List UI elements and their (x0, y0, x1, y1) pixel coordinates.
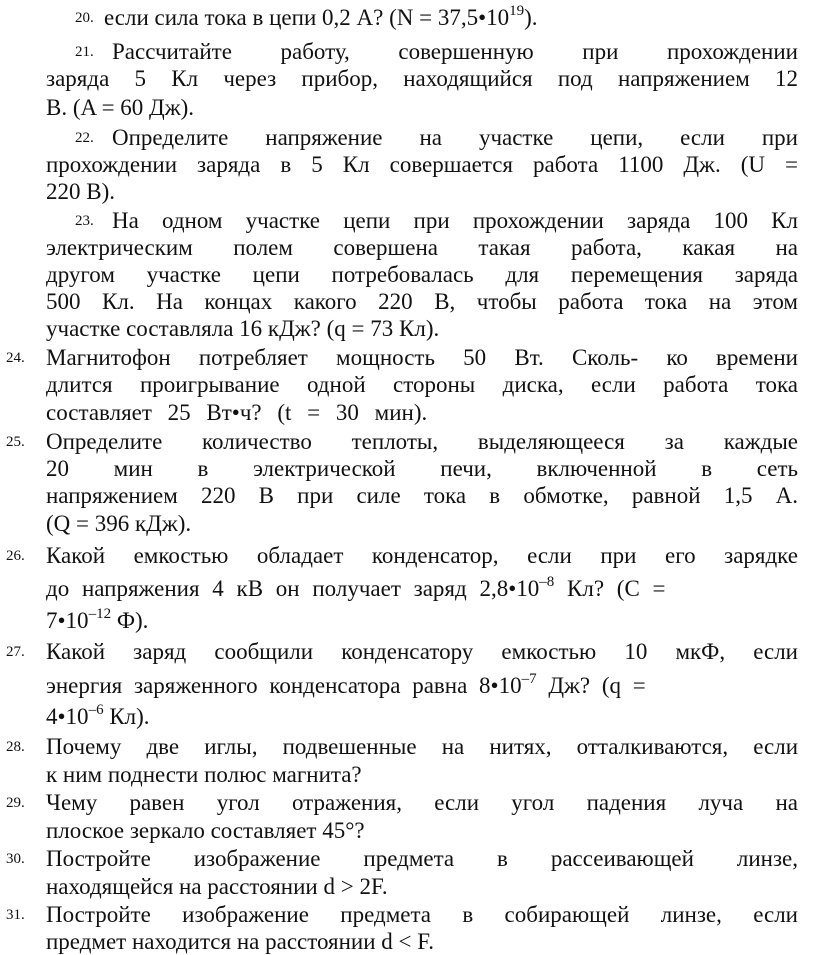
problem-text-line: Рассчитайте работу, совершенную при прохождении (112, 39, 798, 64)
text-run: Кл). (103, 704, 150, 729)
problem-text-line: Какой заряд сообщили конденсатору емкостью 10 мкФ, если (46, 639, 798, 664)
problem-number: 27. (6, 644, 25, 660)
superscript: –6 (88, 702, 104, 718)
problem-text-line: электрическим полем совершена такая работа, какая на (46, 235, 798, 260)
problem-number: 23. (75, 213, 94, 229)
problem-text-line: 220 В). (46, 179, 115, 204)
problem-number: 24. (6, 350, 25, 366)
problem-text-line: Почему две иглы, подвешенные на нитях, отталкиваются, если (46, 734, 798, 759)
superscript: –12 (88, 606, 112, 622)
problem-number: 25. (6, 434, 25, 450)
superscript: 19 (509, 3, 525, 19)
problem-text-line: предмет находится на расстоянии d < F. (46, 929, 434, 954)
superscript: –8 (539, 574, 555, 590)
problem-text-line: другом участке цепи потребовалась для перемещения заряда (46, 262, 798, 287)
text-run: ). (524, 5, 538, 30)
problem-text-line: длится проигрывание одной стороны диска, если работа тока (46, 372, 798, 397)
problem-number: 20. (75, 10, 94, 26)
problem-text-line (46, 606, 798, 633)
problem-text-line: Постройте изображение предмета в рассеивающей линзе, (46, 846, 798, 871)
problem-text-line: Магнитофон потребляет мощность 50 Вт. Сколь- ко времени (46, 345, 798, 370)
problem-text-line (46, 574, 798, 601)
problem-text-line: участке составляла 16 кДж? (q = 73 Кл). (46, 316, 440, 341)
text-run: если сила тока в цепи 0,2 А? (N = 37,5•10 (104, 5, 510, 30)
superscript: –7 (521, 671, 537, 687)
problem-text-line: к ним поднести полюс магнита? (46, 762, 362, 787)
problem-text-line: На одном участке цепи при прохождении заряда 100 Кл (112, 208, 798, 233)
problem-text-line: Чему равен угол отражения, если угол падения луча на (46, 790, 798, 815)
problem-text-line: 500 Кл. На концах какого 220 В, чтобы работа тока на этом (46, 289, 798, 314)
problem-number: 29. (6, 795, 25, 811)
problem-text-line: Определите количество теплоты, выделяющееся за каждые (46, 429, 798, 454)
problem-number: 22. (75, 130, 94, 146)
problem-text-line: 20 мин в электрической печи, включенной в сеть (46, 456, 798, 481)
problem-text-line: В. (A = 60 Дж). (46, 95, 195, 120)
problem-text-line: плоское зеркало составляет 45°? (46, 818, 365, 843)
text-run: 7•10 (46, 608, 89, 633)
text-run: Ф). (111, 608, 149, 633)
problem-text-line: Какой емкостью обладает конденсатор, если при его зарядке (46, 543, 798, 568)
problem-number: 28. (6, 739, 25, 755)
text-run: Дж? (q = (536, 673, 646, 698)
problem-number: 30. (6, 851, 25, 867)
problem-number: 26. (6, 548, 25, 564)
problem-text-line: заряда 5 Кл через прибор, находящийся под напряжением 12 (46, 66, 798, 91)
problem-text-line (46, 671, 798, 698)
problem-text-line (104, 3, 816, 30)
text-run: энергия заряженного конденсатора равна 8•10 (46, 673, 522, 698)
problem-number: 31. (6, 907, 25, 923)
problem-text-line: составляет 25 Вт•ч? (t = 30 мин). (46, 400, 428, 425)
text-run: 4•10 (46, 704, 89, 729)
problem-text-line: (Q = 396 кДж). (46, 511, 192, 536)
problem-text-line: прохождении заряда в 5 Кл совершается работа 1100 Дж. (U = (46, 152, 798, 177)
problem-number: 21. (75, 44, 94, 60)
text-run: до напряжения 4 кВ он получает заряд 2,8•10 (46, 576, 540, 601)
text-run: Кл? (C = (554, 576, 666, 601)
problem-text-line: Постройте изображение предмета в собирающей линзе, если (46, 902, 798, 927)
problem-text-line (46, 702, 798, 729)
problem-text-line: Определите напряжение на участке цепи, если при (112, 125, 798, 150)
problem-text-line: находящейся на расстоянии d > 2F. (46, 874, 388, 899)
problem-text-line: напряжением 220 В при силе тока в обмотке, равной 1,5 А. (46, 483, 798, 508)
